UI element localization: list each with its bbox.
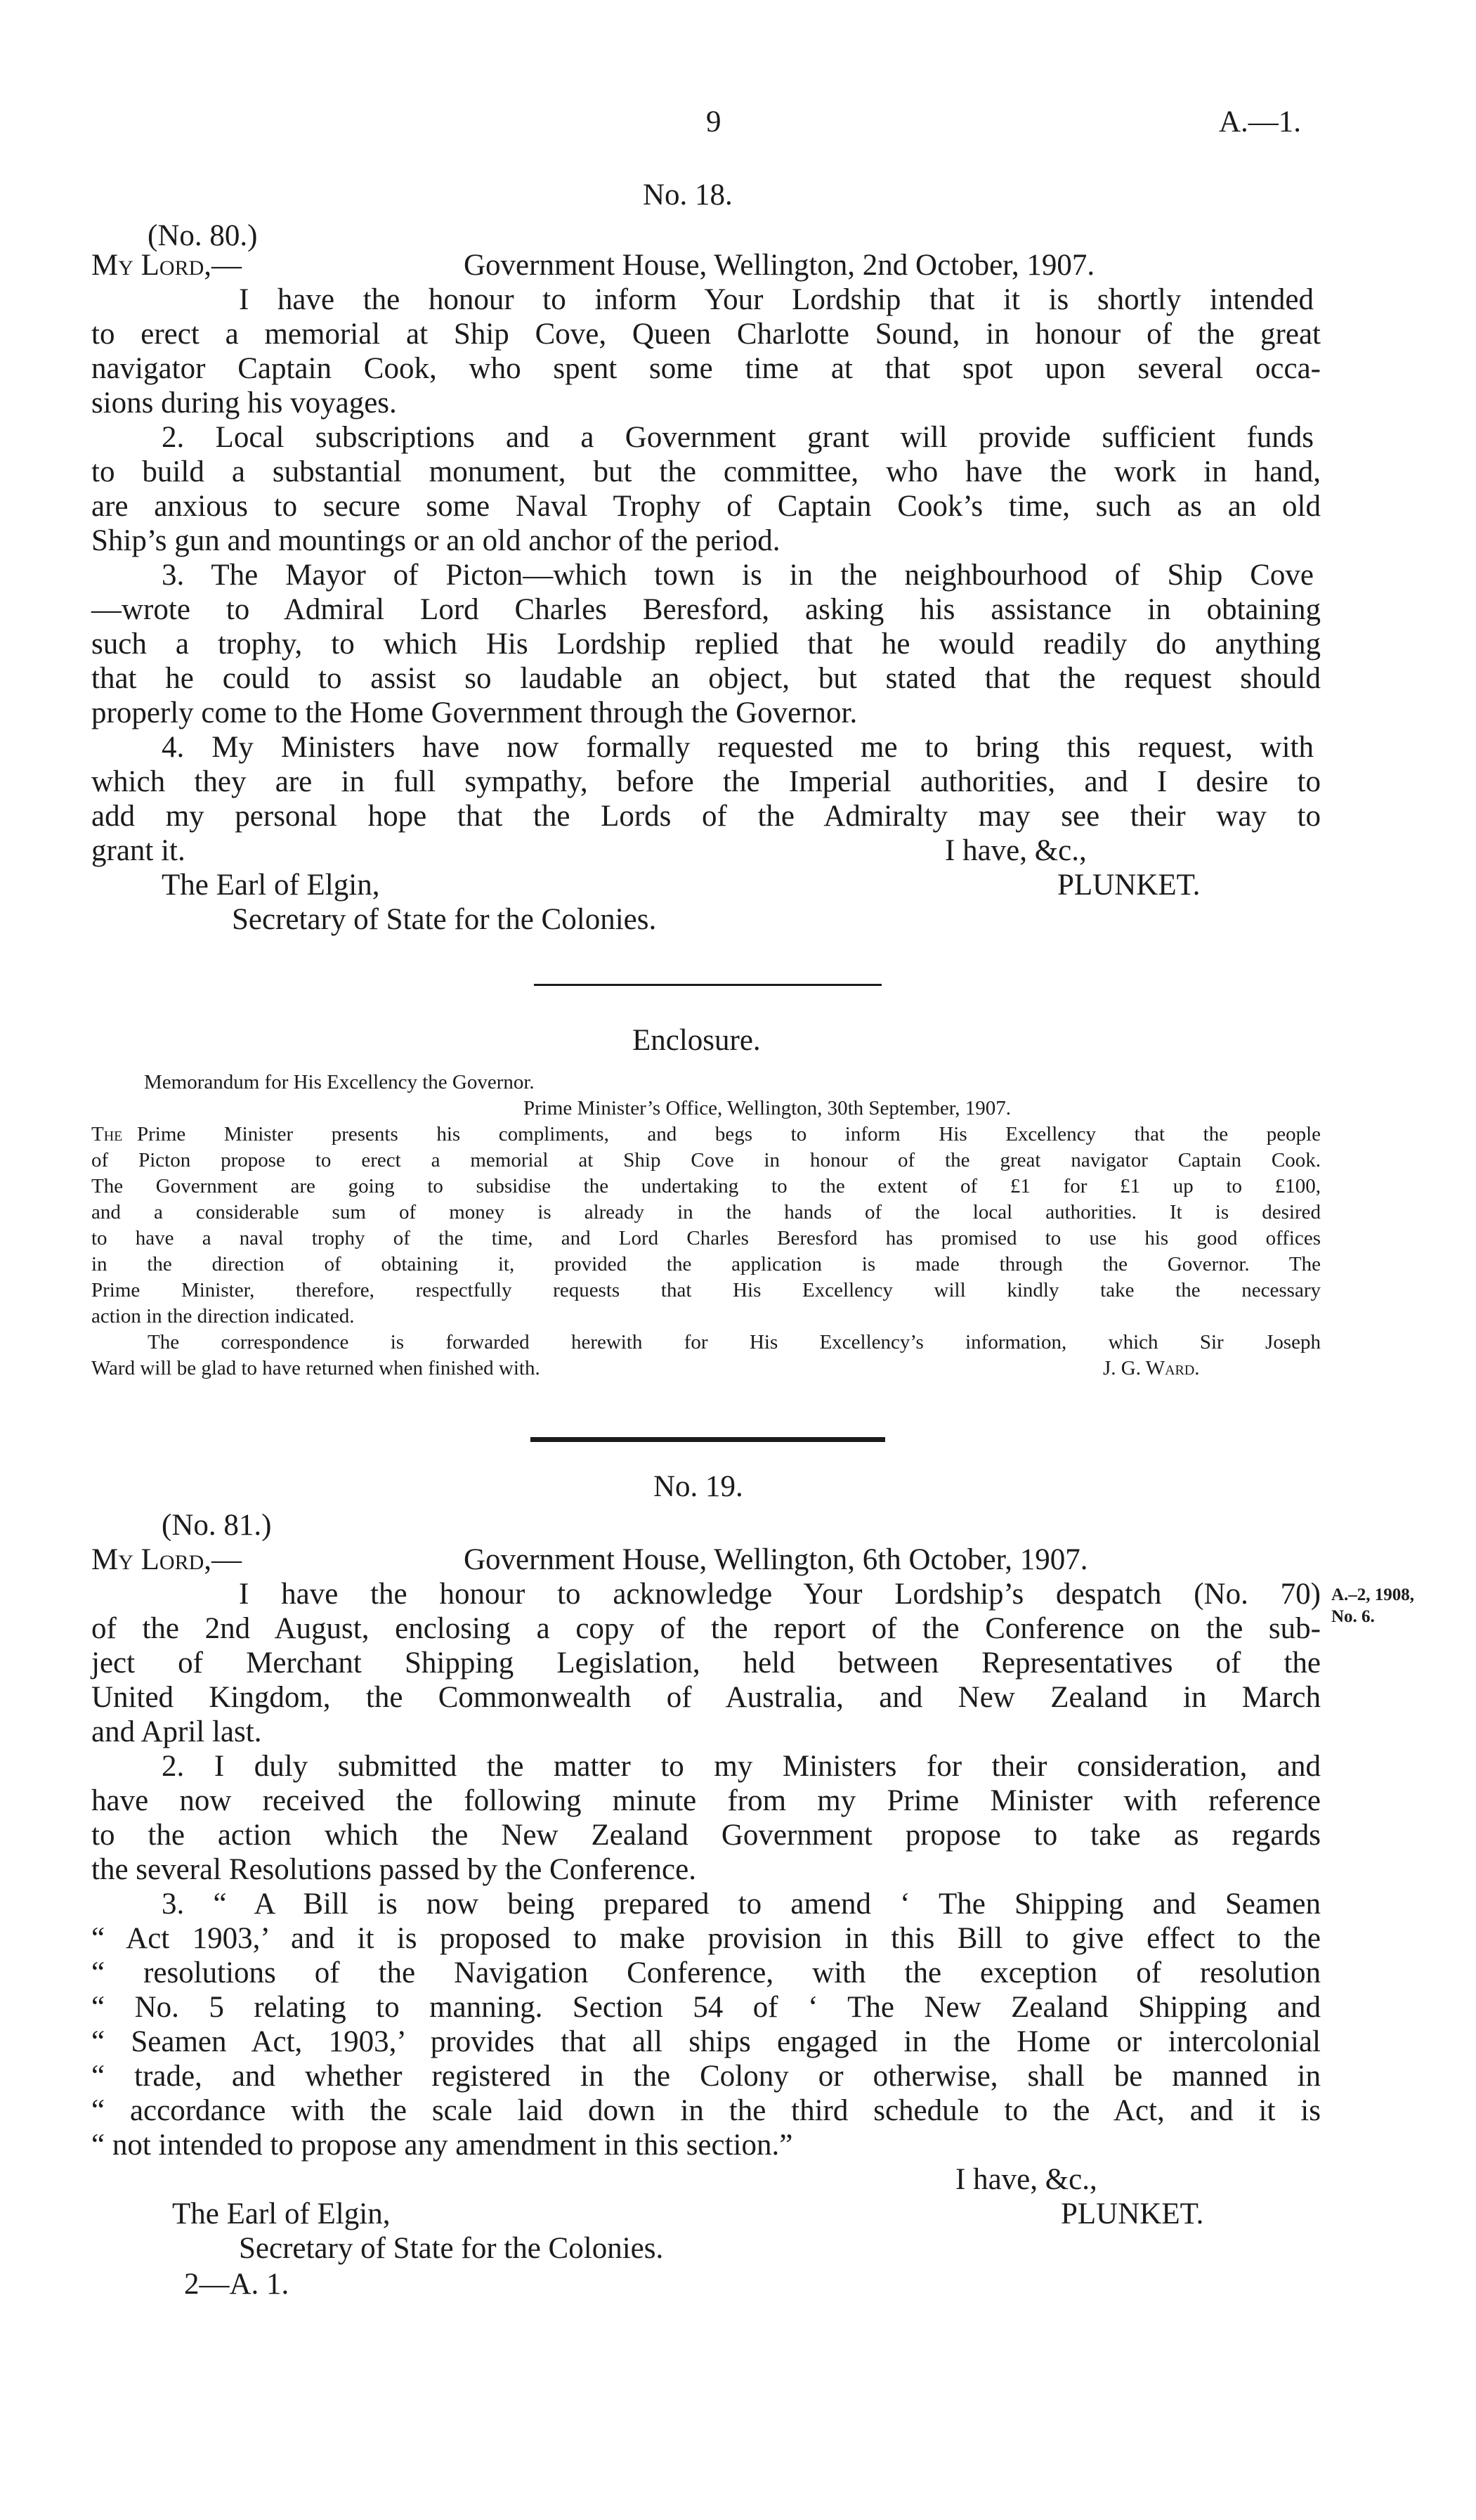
enclosure-heading: Enclosure. <box>632 1024 761 1057</box>
despatch-18-addressee-title: Secretary of State for the Colonies. <box>232 903 657 936</box>
body-line: of the 2nd August, enclosing a copy of the report of the Conference on the sub- <box>91 1612 1321 1645</box>
body-line: “ not intended to propose any amendment in this section.” <box>91 2129 793 2162</box>
despatch-19-signature: PLUNKET. <box>1061 2197 1204 2230</box>
body-line: 3. The Mayor of Picton—which town is in the neighbourhood of Ship Cove <box>162 559 1314 592</box>
memo-line: Prime Minister, therefore, respectfully requests that His Excellency will kindly take the necessary <box>91 1279 1321 1301</box>
memo-line: in the direction of obtaining it, provided the application is made through the Governor. The <box>91 1253 1321 1275</box>
body-line: “ Seamen Act, 1903,’ provides that all ships engaged in the Home or intercolonial <box>91 2025 1321 2058</box>
body-line: 2. Local subscriptions and a Government grant will provide sufficient funds <box>162 421 1314 454</box>
body-line: navigator Captain Cook, who spent some time at that spot upon several occa- <box>91 352 1321 385</box>
body-line: properly come to the Home Government through the Governor. <box>91 696 858 729</box>
body-line: sions during his voyages. <box>91 387 397 420</box>
memo-signature: J. G. Ward. <box>1103 1357 1200 1379</box>
memo-title: Memorandum for His Excellency the Governor. <box>144 1071 535 1093</box>
body-line: grant it. <box>91 834 185 867</box>
body-line: such a trophy, to which His Lordship replied that he would readily do anything <box>91 628 1321 661</box>
body-line: are anxious to secure some Naval Trophy of Captain Cook’s time, such as an old <box>91 490 1321 523</box>
memo-line: The correspondence is forwarded herewith for His Excellency’s information, which Sir Joseph <box>148 1331 1321 1353</box>
body-line: Ship’s gun and mountings or an old anchor of the period. <box>91 524 781 557</box>
memo-line: Prime Minister presents his compliments, and begs to inform His Excellency that the people <box>137 1123 1321 1145</box>
despatch-18-ref: (No. 80.) <box>148 219 258 252</box>
memo-office-date: Prime Minister’s Office, Wellington, 30th September, 1907. <box>523 1097 1012 1119</box>
despatch-18-salutation: My Lord,— <box>91 249 242 282</box>
despatch-18-place-date: Government House, Wellington, 2nd October, 1907. <box>464 249 1095 282</box>
body-line: ject of Merchant Shipping Legislation, held between Representatives of the <box>91 1647 1321 1680</box>
memo-first-word: The <box>91 1123 123 1145</box>
body-line: to erect a memorial at Ship Cove, Queen Charlotte Sound, in honour of the great <box>91 318 1321 351</box>
body-line: “ accordance with the scale laid down in the third schedule to the Act, and it is <box>91 2094 1321 2127</box>
body-line: that he could to assist so laudable an object, but stated that the request should <box>91 662 1321 695</box>
memo-line: and a considerable sum of money is already in the hands of the local authorities. It is desired <box>91 1201 1321 1223</box>
despatch-19-closing: I have, &c., <box>955 2163 1097 2196</box>
despatch-18-signature: PLUNKET. <box>1057 869 1201 902</box>
body-line: to build a substantial monument, but the committee, who have the work in hand, <box>91 455 1321 488</box>
body-line: add my personal hope that the Lords of the Admiralty may see their way to <box>91 800 1321 833</box>
body-line: “ No. 5 relating to manning. Section 54 of ‘ The New Zealand Shipping and <box>91 1991 1321 2024</box>
despatch-19-place-date: Government House, Wellington, 6th October, 1907. <box>464 1543 1088 1576</box>
body-line: the several Resolutions passed by the Conference. <box>91 1853 696 1886</box>
memo-line: action in the direction indicated. <box>91 1305 355 1327</box>
body-line: —wrote to Admiral Lord Charles Beresford, asking his assistance in obtaining <box>91 593 1321 626</box>
body-line: “ resolutions of the Navigation Conference, with the exception of resolution <box>91 1956 1321 1989</box>
margin-note-reference-number: No. 6. <box>1331 1607 1375 1626</box>
signature-mark: 2—A. 1. <box>184 2268 289 2301</box>
memo-line: The Government are going to subsidise the undertaking to the extent of £1 for £1 up to £100, <box>91 1175 1321 1197</box>
section-divider-heavy <box>530 1437 885 1442</box>
memo-line: of Picton propose to erect a memorial at Ship Cove in honour of the great navigator Captain Cook. <box>91 1149 1321 1171</box>
section-divider <box>534 984 882 986</box>
body-line: I have the honour to acknowledge Your Lordship’s despatch (No. 70) <box>239 1578 1321 1611</box>
despatch-18-closing: I have, &c., <box>945 834 1087 867</box>
body-line: and April last. <box>91 1715 262 1748</box>
body-line: “ Act 1903,’ and it is proposed to make provision in this Bill to give effect to the <box>91 1922 1321 1955</box>
body-line: to the action which the New Zealand Government propose to take as regards <box>91 1819 1321 1852</box>
body-line: United Kingdom, the Commonwealth of Australia, and New Zealand in March <box>91 1681 1321 1714</box>
paper-reference: A.—1. <box>1219 105 1302 138</box>
despatch-19-addressee: The Earl of Elgin, <box>172 2197 391 2230</box>
body-line: 3. “ A Bill is now being prepared to amend ‘ The Shipping and Seamen <box>162 1888 1321 1921</box>
memo-line: Ward will be glad to have returned when finished with. <box>91 1357 540 1379</box>
body-line: 4. My Ministers have now formally requested me to bring this request, with <box>162 731 1314 764</box>
page-number: 9 <box>706 105 721 138</box>
despatch-19-salutation: My Lord,— <box>91 1543 242 1576</box>
body-line: “ trade, and whether registered in the Colony or otherwise, shall be manned in <box>91 2060 1321 2093</box>
memo-line: to have a naval trophy of the time, and Lord Charles Beresford has promised to use his good offices <box>91 1227 1321 1249</box>
despatch-19-heading: No. 19. <box>653 1470 743 1503</box>
despatch-18-addressee: The Earl of Elgin, <box>162 869 380 902</box>
body-line: 2. I duly submitted the matter to my Ministers for their consideration, and <box>162 1750 1321 1783</box>
body-line: which they are in full sympathy, before the Imperial authorities, and I desire to <box>91 765 1321 798</box>
despatch-19-addressee-title: Secretary of State for the Colonies. <box>239 2232 664 2265</box>
margin-note-reference: A.–2, 1908, <box>1331 1585 1415 1604</box>
body-line: I have the honour to inform Your Lordship that it is shortly intended <box>239 283 1314 316</box>
despatch-18-heading: No. 18. <box>643 178 733 212</box>
body-line: have now received the following minute from my Prime Minister with reference <box>91 1784 1321 1817</box>
despatch-19-ref: (No. 81.) <box>162 1509 272 1542</box>
